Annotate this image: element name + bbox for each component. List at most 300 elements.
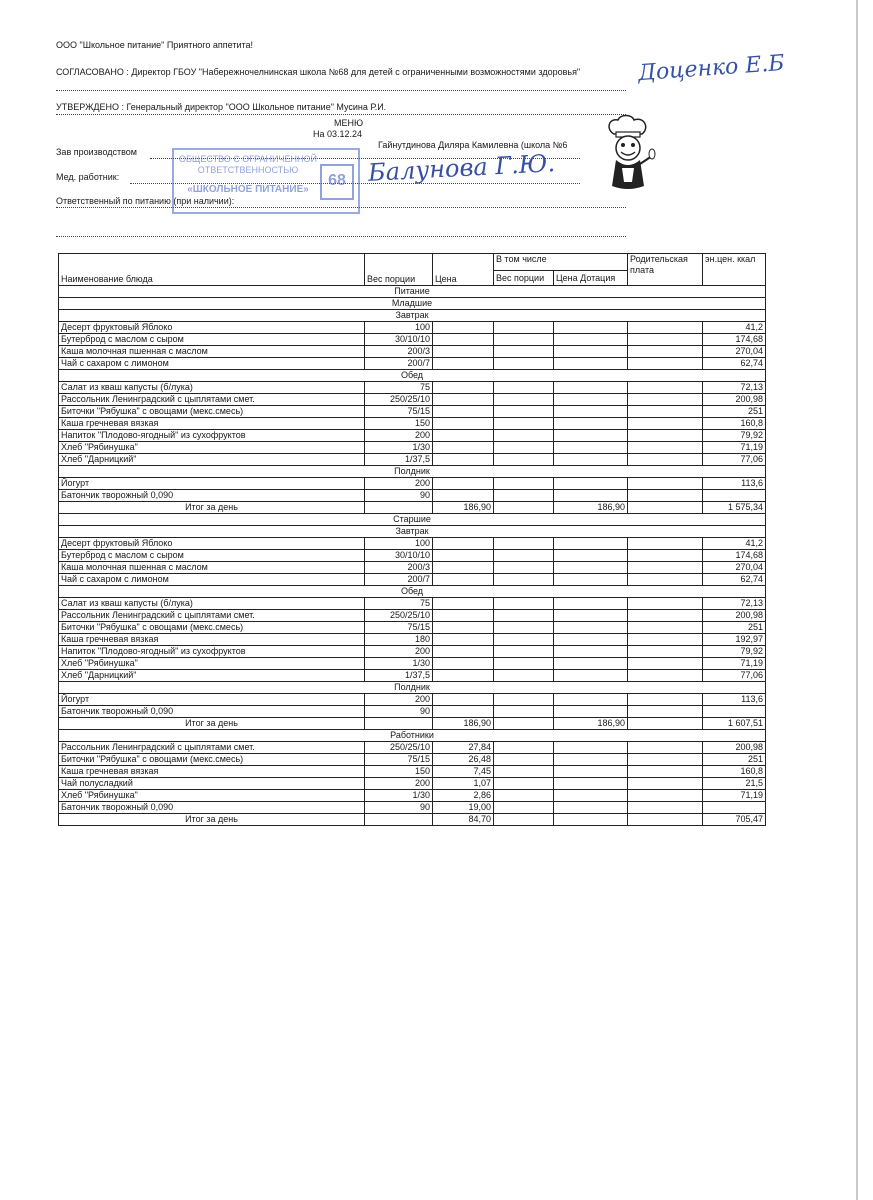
parent-pay-cell [628,742,703,754]
dish-name-cell: Итог за день [59,814,365,826]
dish-name-cell: Йогурт [59,694,365,706]
weight-cell: 75/15 [365,622,433,634]
medic-signature: Балунова Г.Ю. [367,149,556,187]
dish-name-cell: Итог за день [59,718,365,730]
total-row [59,814,766,826]
inc-weight-cell [494,382,554,394]
price-cell [433,694,494,706]
parent-pay-cell [628,766,703,778]
inc-weight-cell [494,334,554,346]
parent-pay-cell [628,430,703,442]
energy-cell: 200,98 [703,610,766,622]
header-inc-price: Цена Дотация [554,271,628,286]
weight-cell: 1/37,5 [365,454,433,466]
dish-name-cell: Хлеб "Рябинушка" [59,658,365,670]
table-row [59,550,766,562]
weight-cell: 200/7 [365,358,433,370]
table-row [59,394,766,406]
price-cell [433,358,494,370]
dish-name-cell: Напиток "Плодово-ягодный" из сухофруктов [59,430,365,442]
parent-pay-cell [628,574,703,586]
parent-pay-cell [628,598,703,610]
table-row [59,694,766,706]
price-cell: 186,90 [433,502,494,514]
inc-weight-cell [494,430,554,442]
price-cell [433,478,494,490]
inc-price-cell [554,550,628,562]
table-row [59,442,766,454]
parent-pay-cell [628,790,703,802]
stamp-line1: ОБЩЕСТВО С ОГРАНИЧЕННОЙ ОТВЕТСТВЕННОСТЬЮ [179,154,317,175]
table-row [59,802,766,814]
weight-cell: 100 [365,322,433,334]
parent-pay-cell [628,694,703,706]
inc-price-cell [554,658,628,670]
header-including: В том числе [494,254,628,271]
weight-cell: 90 [365,802,433,814]
stamp-number: 68 [320,164,354,200]
parent-pay-cell [628,490,703,502]
section-title: Обед [59,370,766,382]
table-row [59,490,766,502]
inc-weight-cell [494,490,554,502]
inc-price-cell [554,322,628,334]
price-cell: 1,07 [433,778,494,790]
section-title: Завтрак [59,526,766,538]
energy-cell: 71,19 [703,790,766,802]
price-cell: 19,00 [433,802,494,814]
table-row [59,658,766,670]
dish-name-cell: Биточки "Рябушка" с овощами (мекс.смесь) [59,754,365,766]
energy-cell: 41,2 [703,538,766,550]
inc-weight-cell [494,418,554,430]
inc-weight-cell [494,754,554,766]
inc-weight-cell [494,670,554,682]
inc-price-cell [554,754,628,766]
parent-pay-cell [628,538,703,550]
energy-cell: 200,98 [703,742,766,754]
inc-weight-cell [494,550,554,562]
weight-cell: 100 [365,538,433,550]
inc-price-cell [554,670,628,682]
production-head-label: Зав производством [56,147,137,157]
header-price: Цена [433,254,494,286]
inc-price-cell [554,478,628,490]
parent-pay-cell [628,550,703,562]
inc-weight-cell [494,634,554,646]
energy-cell: 174,68 [703,550,766,562]
price-cell: 2,86 [433,790,494,802]
price-cell [433,550,494,562]
energy-cell: 160,8 [703,766,766,778]
inc-price-cell [554,814,628,826]
energy-cell: 62,74 [703,574,766,586]
approval-line: СОГЛАСОВАНО : Директор ГБОУ "Набережночелнинская школа №68 для детей с ограниченными возможностями здоровья" [56,67,581,77]
section-title: Младшие [59,298,766,310]
dish-name-cell: Биточки "Рябушка" с овощами (мекс.смесь) [59,406,365,418]
price-cell [433,646,494,658]
parent-pay-cell [628,394,703,406]
dish-name-cell: Каша молочная пшенная с маслом [59,346,365,358]
table-row [59,334,766,346]
weight-cell: 250/25/10 [365,742,433,754]
price-cell [433,346,494,358]
price-cell [433,562,494,574]
table-row [59,562,766,574]
weight-cell: 75/15 [365,754,433,766]
menu-title: МЕНЮ [334,118,364,128]
price-cell: 27,84 [433,742,494,754]
inc-weight-cell [494,322,554,334]
weight-cell: 75 [365,382,433,394]
parent-pay-cell [628,442,703,454]
section-title: Обед [59,586,766,598]
energy-cell [703,706,766,718]
section-title: Полдник [59,682,766,694]
inc-weight-cell [494,694,554,706]
dish-name-cell: Салат из кваш капусты (б/лука) [59,382,365,394]
weight-cell: 250/25/10 [365,610,433,622]
inc-weight-cell [494,790,554,802]
table-row [59,358,766,370]
inc-weight-cell [494,394,554,406]
approval-dotline [56,90,626,91]
price-cell: 186,90 [433,718,494,730]
weight-cell: 75 [365,598,433,610]
weight-cell: 30/10/10 [365,550,433,562]
table-row [59,430,766,442]
table-row [59,754,766,766]
inc-price-cell [554,346,628,358]
table-row [59,478,766,490]
extra-dotline [56,236,626,237]
price-cell [433,658,494,670]
energy-cell [703,802,766,814]
inc-weight-cell [494,538,554,550]
dish-name-cell: Бутерброд с маслом с сыром [59,550,365,562]
header-inc-weight: Вес порции [494,271,554,286]
energy-cell: 705,47 [703,814,766,826]
table-row [59,598,766,610]
inc-weight-cell [494,814,554,826]
price-cell [433,418,494,430]
price-cell [433,442,494,454]
inc-weight-cell [494,718,554,730]
total-row [59,502,766,514]
company-stamp [172,148,360,214]
weight-cell: 200/3 [365,346,433,358]
price-cell [433,454,494,466]
section-row [59,286,766,298]
weight-cell: 200/3 [365,562,433,574]
table-header-row [59,254,766,271]
table-row [59,742,766,754]
table-row [59,778,766,790]
inc-weight-cell [494,454,554,466]
table-row [59,574,766,586]
inc-price-cell [554,742,628,754]
parent-pay-cell [628,382,703,394]
menu-date: На 03.12.24 [313,129,363,139]
weight-cell: 1/37,5 [365,670,433,682]
dish-name-cell: Батончик творожный 0,090 [59,802,365,814]
table-row [59,646,766,658]
inc-weight-cell [494,622,554,634]
section-title: Завтрак [59,310,766,322]
inc-weight-cell [494,706,554,718]
header-energy-text: эн.цен. ккал [705,254,756,264]
header-energy [703,254,766,286]
dish-name-cell: Десерт фруктовый Яблоко [59,322,365,334]
table-row [59,322,766,334]
parent-pay-cell [628,802,703,814]
dish-name-cell: Йогурт [59,478,365,490]
parent-pay-cell [628,562,703,574]
energy-cell: 113,6 [703,478,766,490]
price-cell [433,538,494,550]
inc-price-cell [554,418,628,430]
dish-name-cell: Каша молочная пшенная с маслом [59,562,365,574]
price-cell: 84,70 [433,814,494,826]
section-row [59,298,766,310]
director-signature: Доценко Е.Б [637,50,786,87]
medic-label: Мед. работник: [56,172,120,182]
inc-weight-cell [494,442,554,454]
dish-name-cell: Каша гречневая вязкая [59,418,365,430]
dish-name-cell: Каша гречневая вязкая [59,634,365,646]
weight-cell: 1/30 [365,658,433,670]
inc-weight-cell [494,358,554,370]
total-row [59,718,766,730]
energy-cell: 192,97 [703,634,766,646]
inc-price-cell [554,622,628,634]
table-row [59,454,766,466]
inc-price-cell [554,574,628,586]
weight-cell: 30/10/10 [365,334,433,346]
weight-cell: 200 [365,430,433,442]
parent-pay-cell [628,658,703,670]
section-title: Старшие [59,514,766,526]
parent-pay-cell [628,670,703,682]
parent-pay-cell [628,622,703,634]
table-row [59,766,766,778]
table-row [59,346,766,358]
weight-cell: 200/7 [365,574,433,586]
inc-price-cell: 186,90 [554,502,628,514]
parent-pay-cell [628,406,703,418]
stamp-line2: «ШКОЛЬНОЕ ПИТАНИЕ» [187,184,309,195]
dish-name-cell: Хлеб "Рябинушка" [59,442,365,454]
dish-name-cell: Хлеб "Дарницкий" [59,670,365,682]
inc-price-cell [554,706,628,718]
parent-pay-cell [628,754,703,766]
section-row [59,514,766,526]
inc-price-cell [554,358,628,370]
parent-pay-cell [628,610,703,622]
table-row [59,706,766,718]
inc-price-cell [554,646,628,658]
energy-cell: 200,98 [703,394,766,406]
table-row [59,418,766,430]
inc-price-cell [554,406,628,418]
energy-cell: 71,19 [703,658,766,670]
section-title: Полдник [59,466,766,478]
section-row [59,370,766,382]
inc-weight-cell [494,574,554,586]
energy-cell: 251 [703,622,766,634]
price-cell [433,598,494,610]
inc-price-cell [554,790,628,802]
energy-cell: 251 [703,406,766,418]
energy-cell: 251 [703,754,766,766]
table-row [59,406,766,418]
dish-name-cell: Чай полусладкий [59,778,365,790]
parent-pay-cell [628,454,703,466]
energy-cell: 1 607,51 [703,718,766,730]
inc-weight-cell [494,658,554,670]
table-row [59,634,766,646]
inc-price-cell [554,394,628,406]
parent-pay-cell [628,718,703,730]
inc-price-cell [554,430,628,442]
confirmed-line: УТВЕРЖДЕНО : Генеральный директор "ООО Школьное питание" Мусина Р.И. [56,102,387,112]
inc-weight-cell [494,562,554,574]
inc-weight-cell [494,766,554,778]
inc-price-cell [554,802,628,814]
table-row [59,790,766,802]
inc-weight-cell [494,346,554,358]
dish-name-cell: Чай с сахаром с лимоном [59,358,365,370]
energy-cell: 113,6 [703,694,766,706]
price-cell: 26,48 [433,754,494,766]
parent-pay-cell [628,814,703,826]
inc-price-cell [554,334,628,346]
dish-name-cell: Биточки "Рябушка" с овощами (мекс.смесь) [59,622,365,634]
parent-pay-cell [628,502,703,514]
header-name: Наименование блюда [59,254,365,286]
dish-name-cell: Рассольник Ленинградский с цыплятами смет. [59,610,365,622]
inc-price-cell [554,598,628,610]
parent-pay-cell [628,478,703,490]
table-row [59,382,766,394]
inc-price-cell [554,634,628,646]
inc-weight-cell [494,742,554,754]
dish-name-cell: Чай с сахаром с лимоном [59,574,365,586]
inc-price-cell [554,490,628,502]
inc-weight-cell [494,502,554,514]
inc-price-cell [554,442,628,454]
energy-cell: 160,8 [703,418,766,430]
weight-cell: 200 [365,694,433,706]
energy-cell: 79,92 [703,646,766,658]
weight-cell [365,502,433,514]
inc-price-cell [554,610,628,622]
price-cell [433,670,494,682]
parent-pay-cell [628,334,703,346]
energy-cell: 270,04 [703,346,766,358]
weight-cell: 180 [365,634,433,646]
table-row [59,610,766,622]
chef-logo-icon [600,112,656,194]
price-cell [433,382,494,394]
parent-pay-cell [628,358,703,370]
price-cell [433,490,494,502]
weight-cell: 200 [365,478,433,490]
confirmed-dotline [56,114,626,115]
weight-cell [365,814,433,826]
price-cell [433,706,494,718]
energy-cell: 21,5 [703,778,766,790]
parent-pay-cell [628,322,703,334]
energy-cell: 72,13 [703,598,766,610]
parent-pay-cell [628,634,703,646]
inc-price-cell [554,382,628,394]
table-row [59,538,766,550]
energy-cell: 270,04 [703,562,766,574]
weight-cell [365,718,433,730]
weight-cell: 150 [365,418,433,430]
dish-name-cell: Хлеб "Дарницкий" [59,454,365,466]
weight-cell: 1/30 [365,442,433,454]
energy-cell: 72,13 [703,382,766,394]
parent-pay-cell [628,706,703,718]
inc-price-cell [554,778,628,790]
weight-cell: 90 [365,706,433,718]
table-row [59,622,766,634]
price-cell: 7,45 [433,766,494,778]
price-cell [433,634,494,646]
parent-pay-cell [628,346,703,358]
section-row [59,526,766,538]
responsible-label: Ответственный по питанию (при наличии): [56,196,235,206]
inc-price-cell: 186,90 [554,718,628,730]
weight-cell: 90 [365,490,433,502]
dish-name-cell: Хлеб "Рябинушка" [59,790,365,802]
section-title: Питание [59,286,766,298]
price-cell [433,574,494,586]
energy-cell: 71,19 [703,442,766,454]
dish-name-cell: Батончик творожный 0,090 [59,706,365,718]
dish-name-cell: Десерт фруктовый Яблоко [59,538,365,550]
inc-price-cell [554,454,628,466]
inc-weight-cell [494,610,554,622]
company-line: ООО "Школьное питание" Приятного аппетита! [56,40,254,50]
price-cell [433,622,494,634]
dish-name-cell: Напиток "Плодово-ягодный" из сухофруктов [59,646,365,658]
dish-name-cell: Рассольник Ленинградский с цыплятами смет. [59,394,365,406]
parent-pay-cell [628,418,703,430]
weight-cell: 75/15 [365,406,433,418]
weight-cell: 250/25/10 [365,394,433,406]
dish-name-cell: Итог за день [59,502,365,514]
header-parent-pay-text: Родительская плата [630,254,688,275]
inc-weight-cell [494,646,554,658]
dish-name-cell: Рассольник Ленинградский с цыплятами смет. [59,742,365,754]
inc-weight-cell [494,598,554,610]
section-row [59,682,766,694]
price-cell [433,334,494,346]
energy-cell: 77,06 [703,670,766,682]
energy-cell: 62,74 [703,358,766,370]
inc-price-cell [554,538,628,550]
price-cell [433,430,494,442]
inc-weight-cell [494,406,554,418]
header-parent-pay [628,254,703,286]
energy-cell: 1 575,34 [703,502,766,514]
price-cell [433,394,494,406]
weight-cell: 1/30 [365,790,433,802]
price-cell [433,406,494,418]
